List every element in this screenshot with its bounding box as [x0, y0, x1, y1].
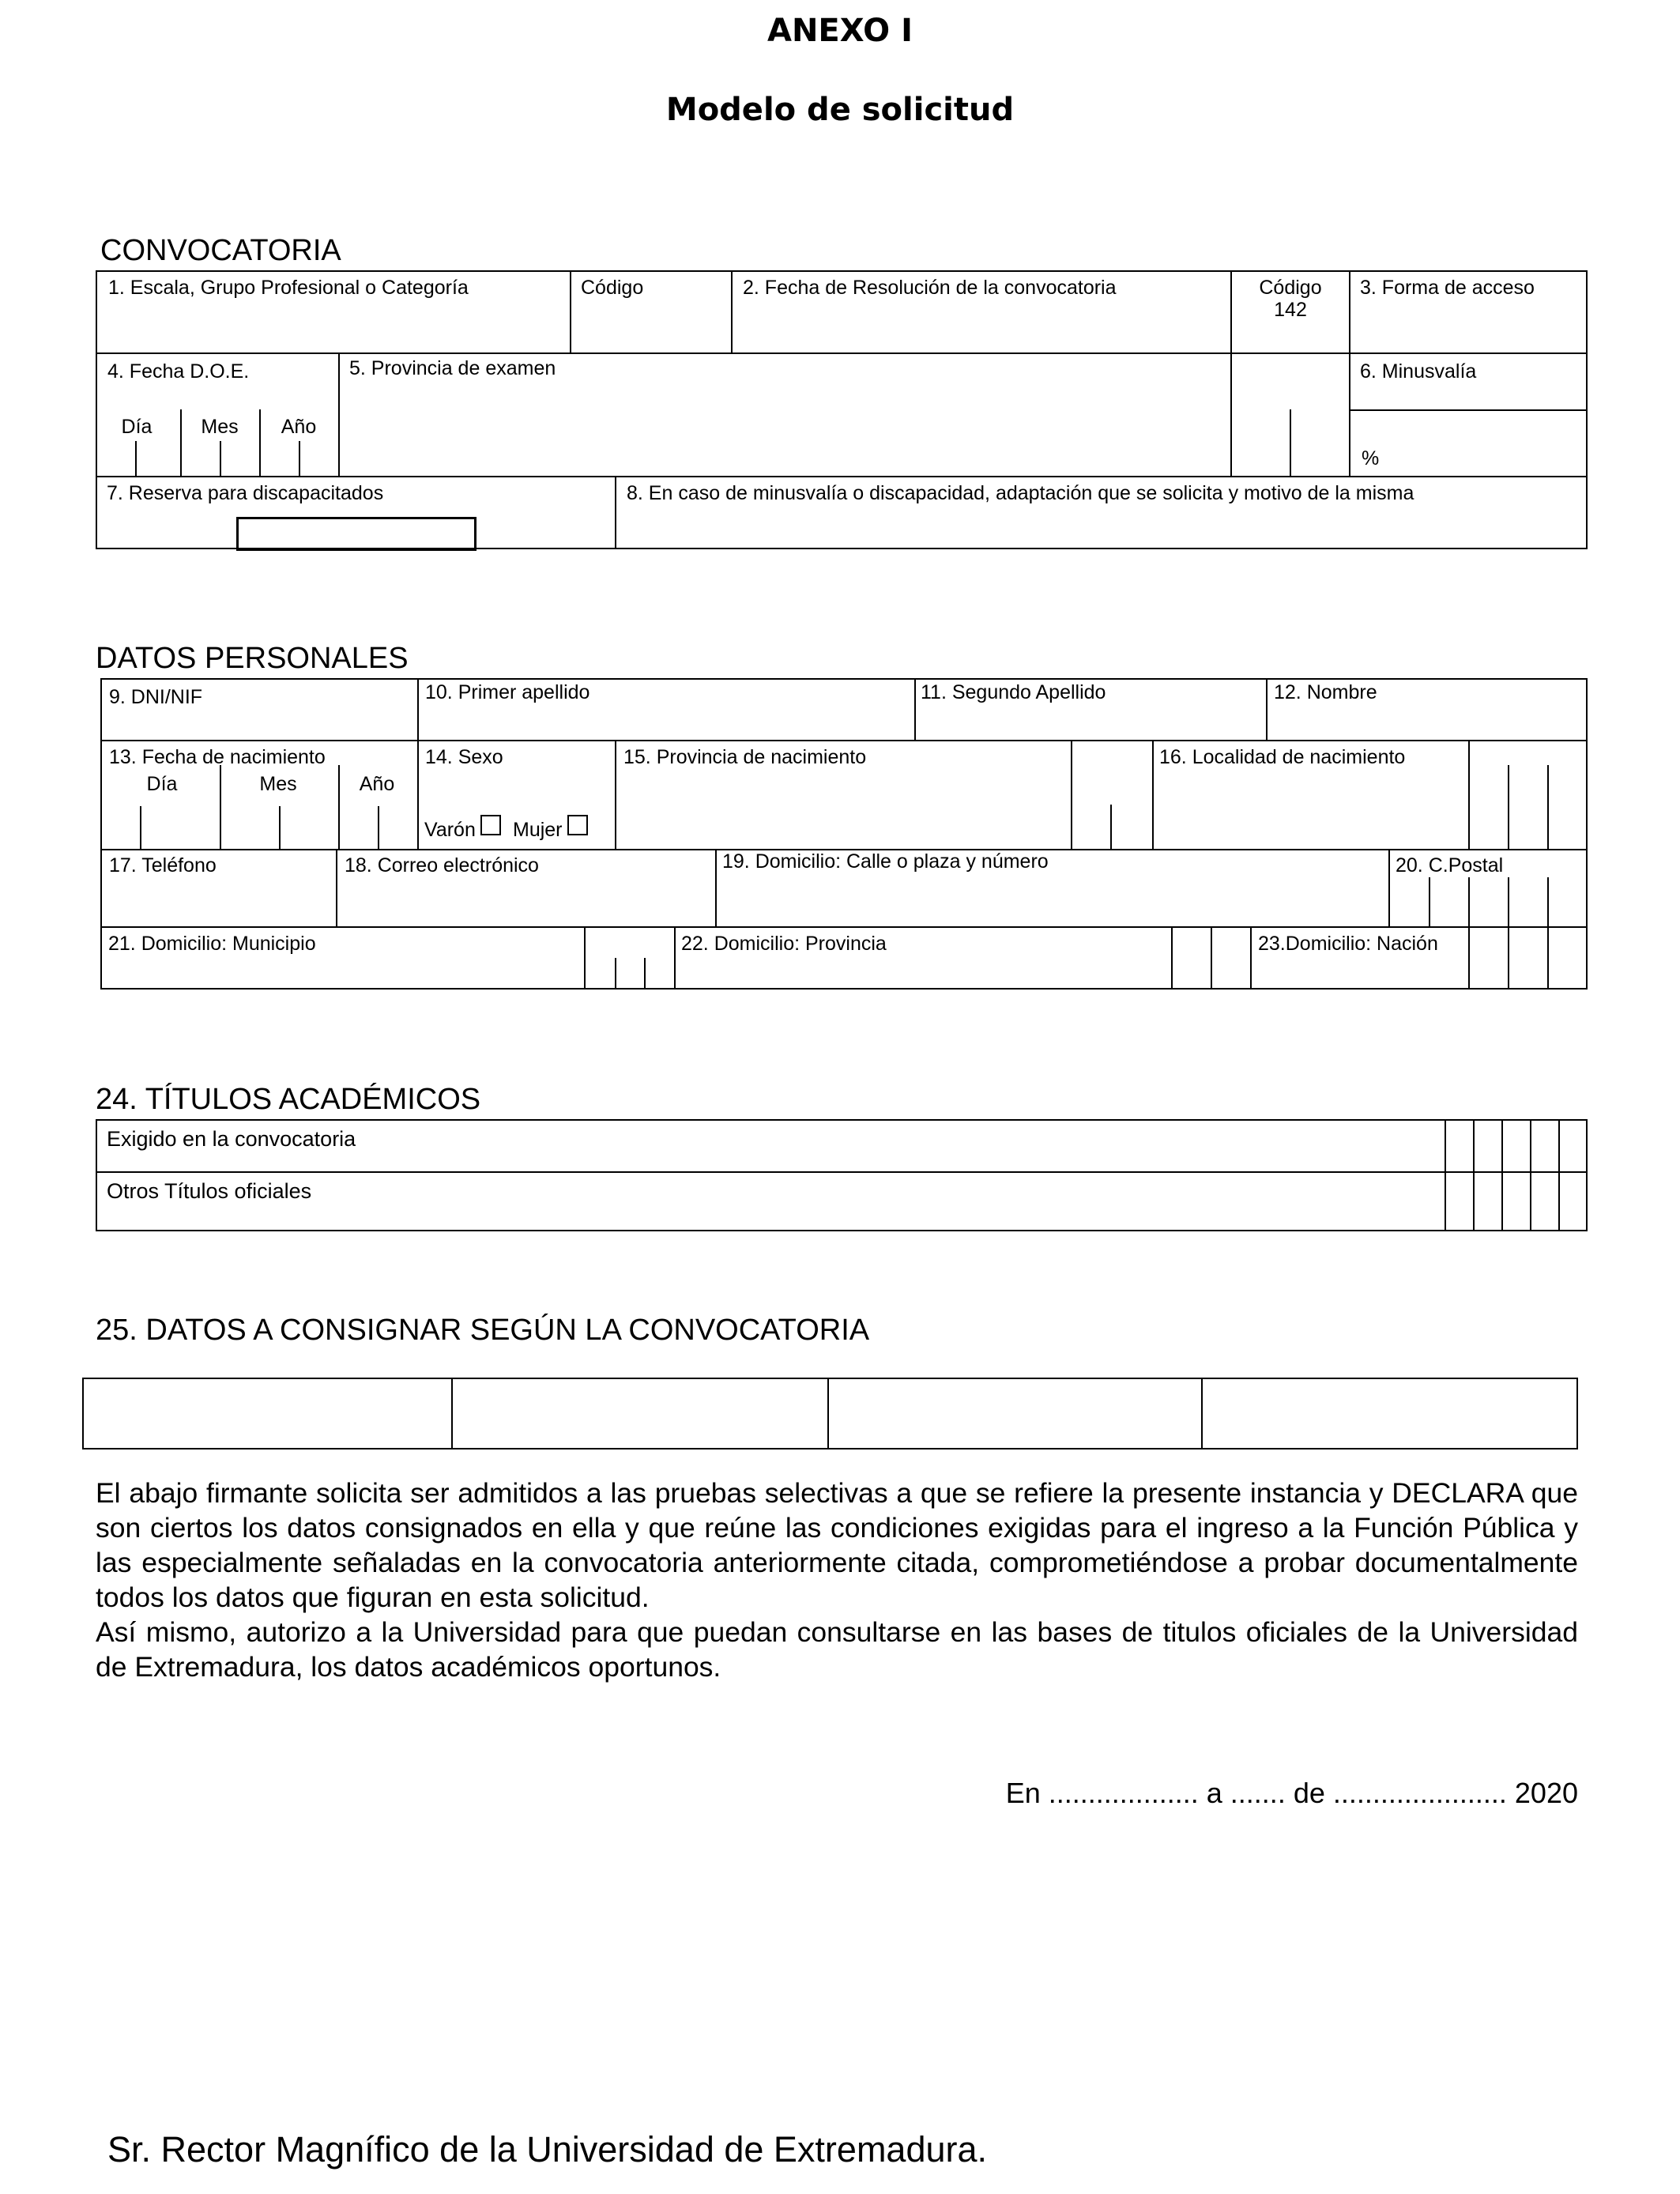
datos-consignar-section-title: 25. DATOS A CONSIGNAR SEGÚN LA CONVOCATORIA	[96, 1314, 870, 1347]
field-codigo-postal-label: 20. C.Postal	[1396, 854, 1504, 876]
nacimiento-mes-label: Mes	[259, 773, 297, 795]
doe-mes-label: Mes	[201, 416, 239, 438]
field-sexo-label: 14. Sexo	[425, 746, 503, 768]
signature-date-line: En ................... a ....... de ...................... 2020	[1005, 1777, 1578, 1809]
field-provincia-nacimiento-label: 15. Provincia de nacimiento	[623, 746, 867, 768]
doe-anio-label: Año	[281, 416, 317, 438]
reserva-discapacitados-box[interactable]	[236, 517, 477, 551]
dato-consignar-1[interactable]	[85, 1381, 450, 1446]
field-dni-label: 9. DNI/NIF	[109, 686, 203, 708]
convocatoria-section-title: CONVOCATORIA	[100, 234, 341, 267]
field-fecha-doe-label: 4. Fecha D.O.E.	[107, 360, 250, 383]
addressee-line: Sr. Rector Magnífico de la Universidad de Extremadura.	[107, 2129, 988, 2169]
field-municipio-label: 21. Domicilio: Municipio	[108, 933, 316, 955]
field-telefono-label: 17. Teléfono	[109, 854, 217, 876]
minusvalia-percent-sign: %	[1362, 447, 1380, 469]
varon-label: Varón	[424, 819, 476, 841]
declaration-text	[96, 1476, 1578, 1684]
field-reserva-label: 7. Reserva para discapacitados	[107, 482, 384, 504]
titulo-exigido-label: Exigido en la convocatoria	[107, 1127, 356, 1151]
field-fecha-resolucion-label: 2. Fecha de Resolución de la convocatoria	[743, 277, 1117, 299]
nacimiento-anio-label: Año	[359, 773, 395, 795]
field-nombre-label: 12. Nombre	[1274, 681, 1377, 703]
provincia-examen-input[interactable]	[341, 383, 1226, 473]
field-domicilio-calle-label: 19. Domicilio: Calle o plaza y número	[722, 850, 1049, 873]
doe-dia-label: Día	[121, 416, 153, 438]
form-subtitle: Modelo de solicitud	[665, 92, 1015, 128]
annex-title: ANEXO I	[767, 13, 913, 49]
field-domicilio-provincia-label: 22. Domicilio: Provincia	[681, 933, 887, 955]
nacimiento-dia-label: Día	[146, 773, 178, 795]
field-primer-apellido-label: 10. Primer apellido	[425, 681, 590, 703]
field-codigo-label: Código	[581, 277, 644, 299]
escala-input[interactable]	[99, 297, 567, 349]
mujer-label: Mujer	[513, 819, 563, 841]
titulos-section-title: 24. TÍTULOS ACADÉMICOS	[96, 1083, 481, 1116]
field-adaptacion-label: 8. En caso de minusvalía o discapacidad, adaptación que se solicita y motivo de la misma	[627, 482, 1414, 504]
datos-personales-section-title: DATOS PERSONALES	[96, 642, 409, 675]
declaration-paragraph-2: Así mismo, autorizo a la Universidad para que puedan consultarse en las bases de titulos oficiales de la Universidad de Extremadura, los datos académicos oportunos.	[96, 1616, 1578, 1683]
codigo-value: 142	[1274, 299, 1307, 321]
field-forma-acceso-label: 3. Forma de acceso	[1360, 277, 1535, 299]
field-fecha-nacimiento-label: 13. Fecha de nacimiento	[109, 746, 326, 768]
field-nacion-label: 23.Domicilio: Nación	[1258, 933, 1438, 955]
field-codigo-2-label: Código	[1259, 277, 1322, 299]
mujer-checkbox[interactable]	[567, 815, 588, 835]
field-segundo-apellido-label: 11. Segundo Apellido	[921, 681, 1106, 703]
dato-consignar-3[interactable]	[831, 1381, 1200, 1446]
dato-consignar-4[interactable]	[1204, 1381, 1575, 1446]
dato-consignar-2[interactable]	[454, 1381, 826, 1446]
field-localidad-nacimiento-label: 16. Localidad de nacimiento	[1159, 746, 1406, 768]
varon-checkbox[interactable]	[480, 815, 501, 835]
field-provincia-examen-label: 5. Provincia de examen	[349, 357, 556, 379]
field-escala-label: 1. Escala, Grupo Profesional o Categoría	[108, 277, 469, 299]
adaptacion-input[interactable]	[618, 507, 1584, 547]
field-minusvalia-label: 6. Minusvalía	[1360, 360, 1477, 383]
declaration-paragraph-1: El abajo firmante solicita ser admitidos a las pruebas selectivas a que se refiere la presente instancia y DECLARA que son ciertos los datos consignados en ella y que reúne las condiciones exigidas para el ingreso a la Función Pública y las especialmente señaladas en la convocatoria anteriormente citada, comprometiéndose a probar documentalmente todos los datos que figuran en esta solicitud.	[96, 1477, 1578, 1613]
field-correo-label: 18. Correo electrónico	[345, 854, 539, 876]
titulo-otros-label: Otros Títulos oficiales	[107, 1179, 312, 1203]
